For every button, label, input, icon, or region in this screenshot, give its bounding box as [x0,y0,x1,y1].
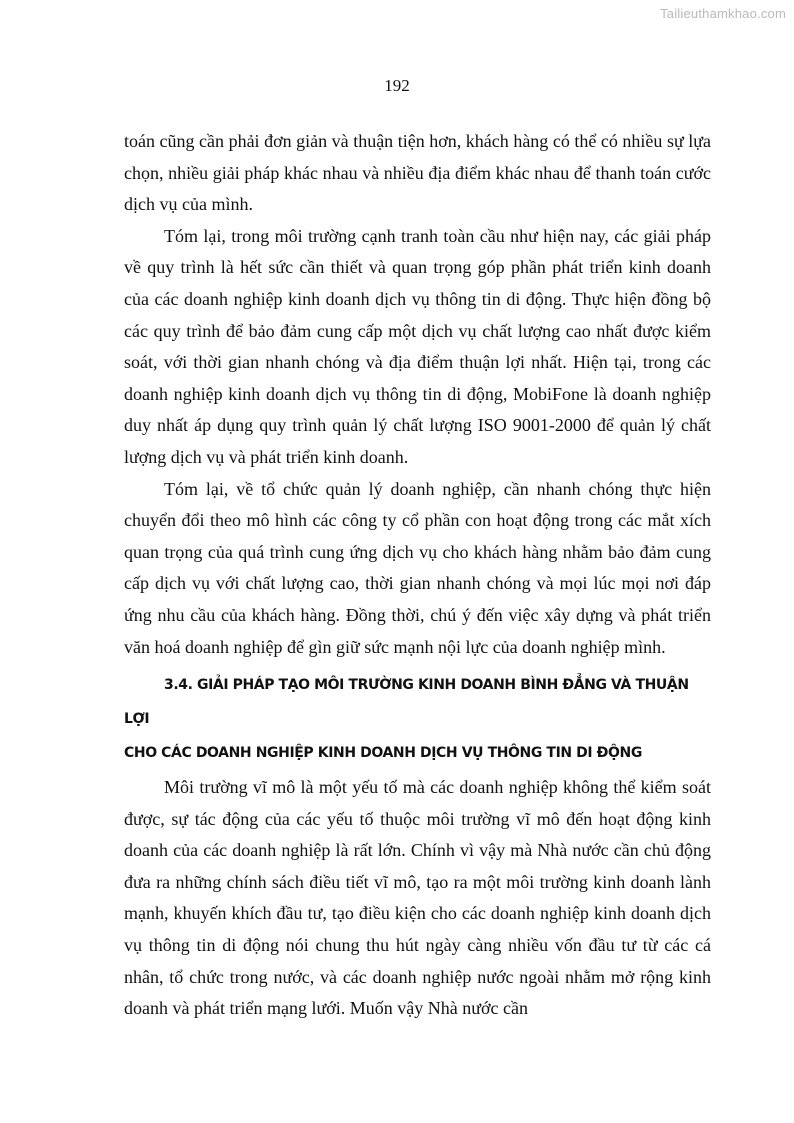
document-body [124,126,711,1025]
page-number: 192 [384,76,410,95]
paragraph-macro-environment: Môi trường vĩ mô là một yếu tố mà các doanh nghiệp không thể kiểm soát được, sự tác động của các yếu tố thuộc môi trường vĩ mô đến hoạt động kinh doanh của các doanh nghiệp là rất lớn. Chính vì vậy mà Nhà nước cần chủ động đưa ra những chính sách điều tiết vĩ mô, tạo ra một môi trường kinh doanh lành mạnh, khuyến khích đầu tư, tạo điều kiện cho các doanh nghiệp kinh doanh dịch vụ thông tin di động nói chung thu hút ngày càng nhiều vốn đầu tư từ các cá nhân, tổ chức trong nước, và các doanh nghiệp nước ngoài nhằm mở rộng kinh doanh và phát triển mạng lưới. Muốn vậy Nhà nước cần [124,777,711,1019]
paragraph-process-solutions: Tóm lại, trong môi trường cạnh tranh toàn cầu như hiện nay, các giải pháp về quy trình là hết sức cần thiết và quan trọng góp phần phát triển kinh doanh của các doanh nghiệp kinh doanh dịch vụ thông tin di động. Thực hiện đồng bộ các quy trình để bảo đảm cung cấp một dịch vụ chất lượng cao nhất được kiểm soát, với thời gian nhanh chóng và địa điểm thuận lợi nhất. Hiện tại, trong các doanh nghiệp kinh doanh dịch vụ thông tin di động, MobiFone là doanh nghiệp duy nhất áp dụng quy trình quản lý chất lượng ISO 9001-2000 để quản lý chất lượng dịch vụ và phát triển kinh doanh. [124,225,711,467]
paragraph-continued: toán cũng cần phải đơn giản và thuận tiện hơn, khách hàng có thể có nhiều sự lựa chọn, nhiều giải pháp khác nhau và nhiều địa điểm khác nhau để thanh toán cước dịch vụ của mình. [124,131,711,215]
paragraph-organization-management: Tóm lại, về tổ chức quản lý doanh nghiệp, cần nhanh chóng thực hiện chuyển đổi theo mô hình các công ty cổ phần con hoạt động trong các mắt xích quan trọng của quá trình cung ứng dịch vụ cho khách hàng nhằm bảo đảm cung cấp dịch vụ với chất lượng cao, thời gian nhanh chóng và mọi lúc mọi nơi đáp ứng nhu cầu của khách hàng. Đồng thời, chú ý đến việc xây dựng và phát triển văn hoá doanh nghiệp để gìn giữ sức mạnh nội lực của doanh nghiệp mình. [124,478,711,657]
section-heading [124,668,711,770]
section-heading-line2: CHO CÁC DOANH NGHIỆP KINH DOANH DỊCH VỤ THÔNG TIN DI ĐỘNG [124,745,642,762]
section-heading-line1: 3.4. GIẢI PHÁP TẠO MÔI TRƯỜNG KINH DOANH BÌNH ĐẲNG VÀ THUẬN LỢI [124,677,689,728]
watermark: Tailieuthamkhao.com [660,6,786,21]
